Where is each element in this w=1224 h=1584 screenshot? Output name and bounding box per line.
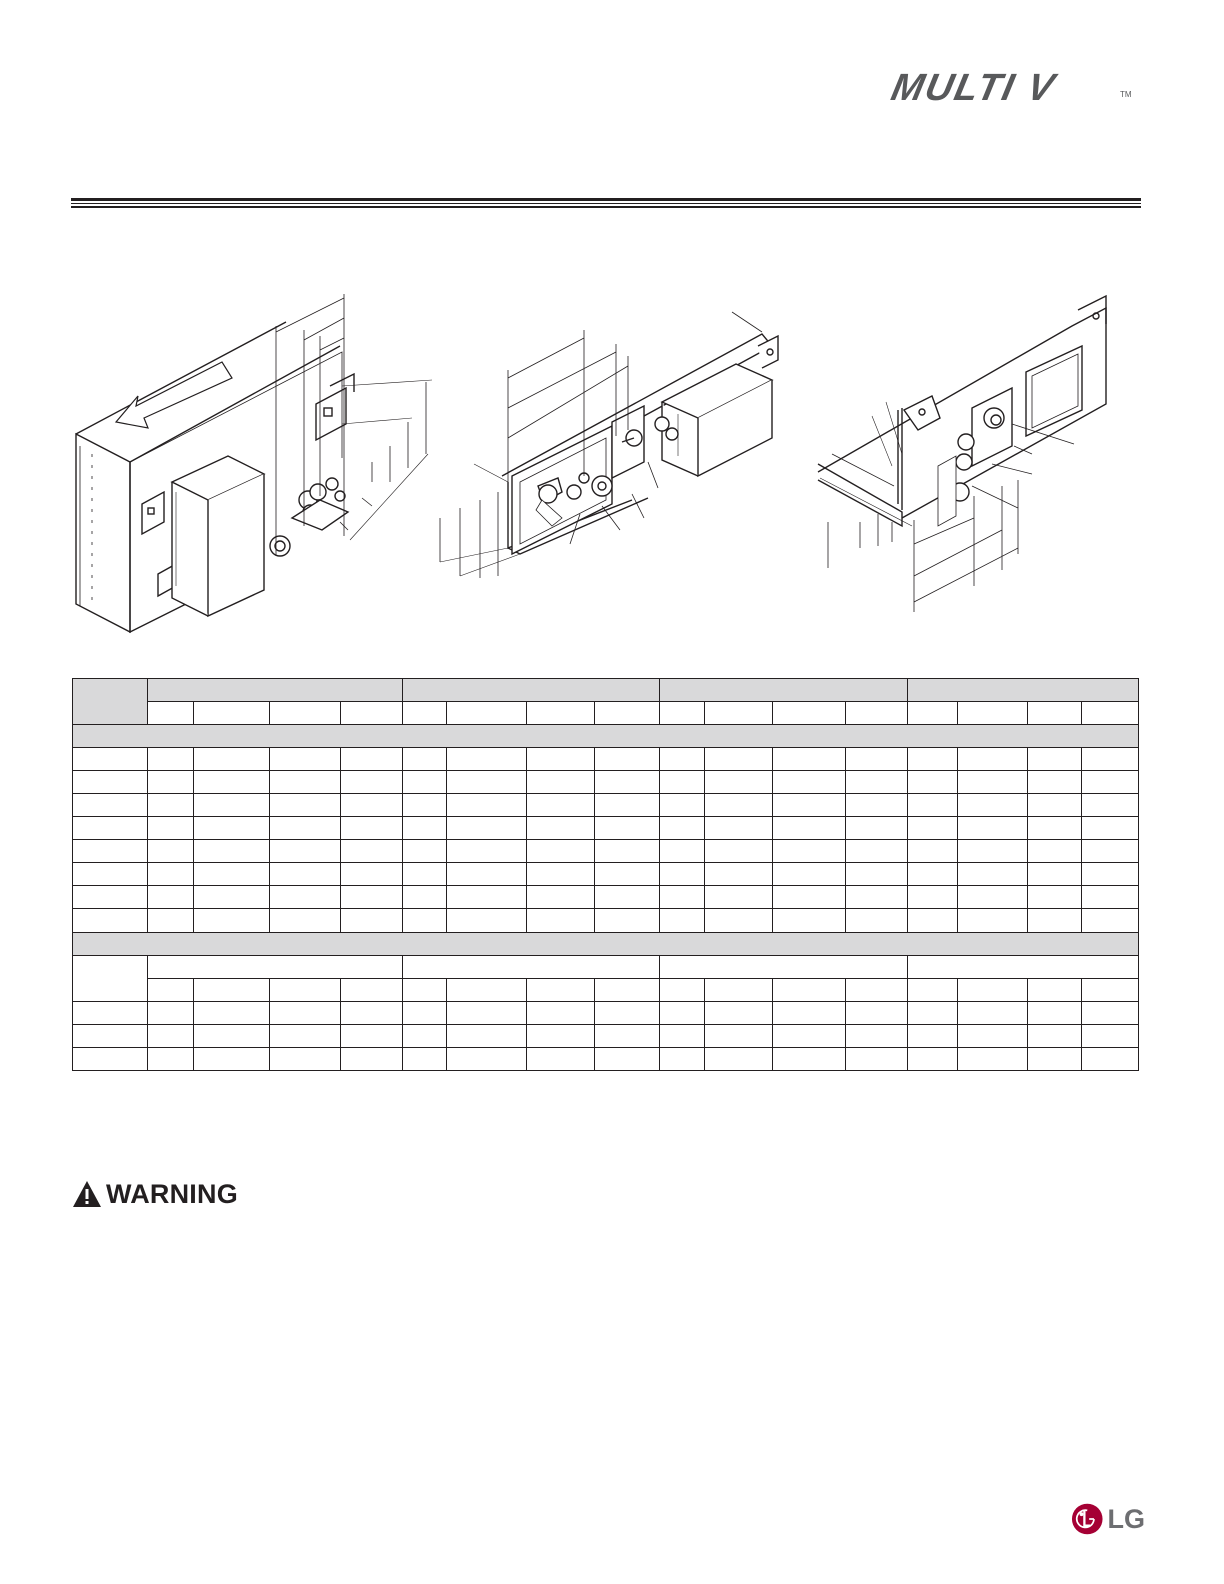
table-row: [73, 840, 1139, 863]
table-row: [73, 886, 1139, 909]
table-row: [73, 1001, 1139, 1024]
table-header-model: [73, 679, 148, 725]
multi-v-logo-text: MULTI V: [887, 67, 1060, 109]
table-header-group-2: [403, 679, 660, 702]
table-row: [73, 771, 1139, 794]
table-section-2-header: [73, 932, 1139, 955]
table-row: [73, 863, 1139, 886]
multi-v-logo: [887, 66, 1144, 110]
table-header-row-groups: [73, 679, 1139, 702]
unit-center-view-drawing: [440, 312, 778, 578]
table-header-row-sub: [73, 702, 1139, 725]
header-rule-thick: [71, 198, 1141, 201]
piping-dimension-diagrams: [72, 286, 1142, 636]
table-section-2-groups: [73, 955, 1139, 978]
table-section-2-sub: [73, 978, 1139, 1001]
dimension-spec-table: [72, 678, 1139, 1071]
unit-left-view-drawing: [76, 294, 432, 632]
table-row: [73, 909, 1139, 932]
header-rule-bottom: [71, 206, 1141, 208]
table-header-group-3: [660, 679, 908, 702]
table-row: [73, 1047, 1139, 1070]
table-row: [73, 748, 1139, 771]
lg-face-icon: [1071, 1502, 1104, 1536]
table-header-group-4: [908, 679, 1139, 702]
warning-heading: [72, 1178, 238, 1210]
warning-label: WARNING: [106, 1178, 238, 1209]
header-rule-thin: [71, 203, 1141, 204]
lg-logo: [1071, 1494, 1145, 1544]
table-row: [73, 817, 1139, 840]
trademark-mark: TM: [1120, 90, 1132, 99]
table-row: [73, 794, 1139, 817]
lg-logo-text: LG: [1107, 1503, 1145, 1534]
table-row: [73, 1024, 1139, 1047]
table-section-1-header: [73, 725, 1139, 748]
unit-right-view-drawing: [818, 296, 1106, 612]
warning-triangle-icon: [72, 1180, 102, 1208]
table-header-group-1: [148, 679, 403, 702]
